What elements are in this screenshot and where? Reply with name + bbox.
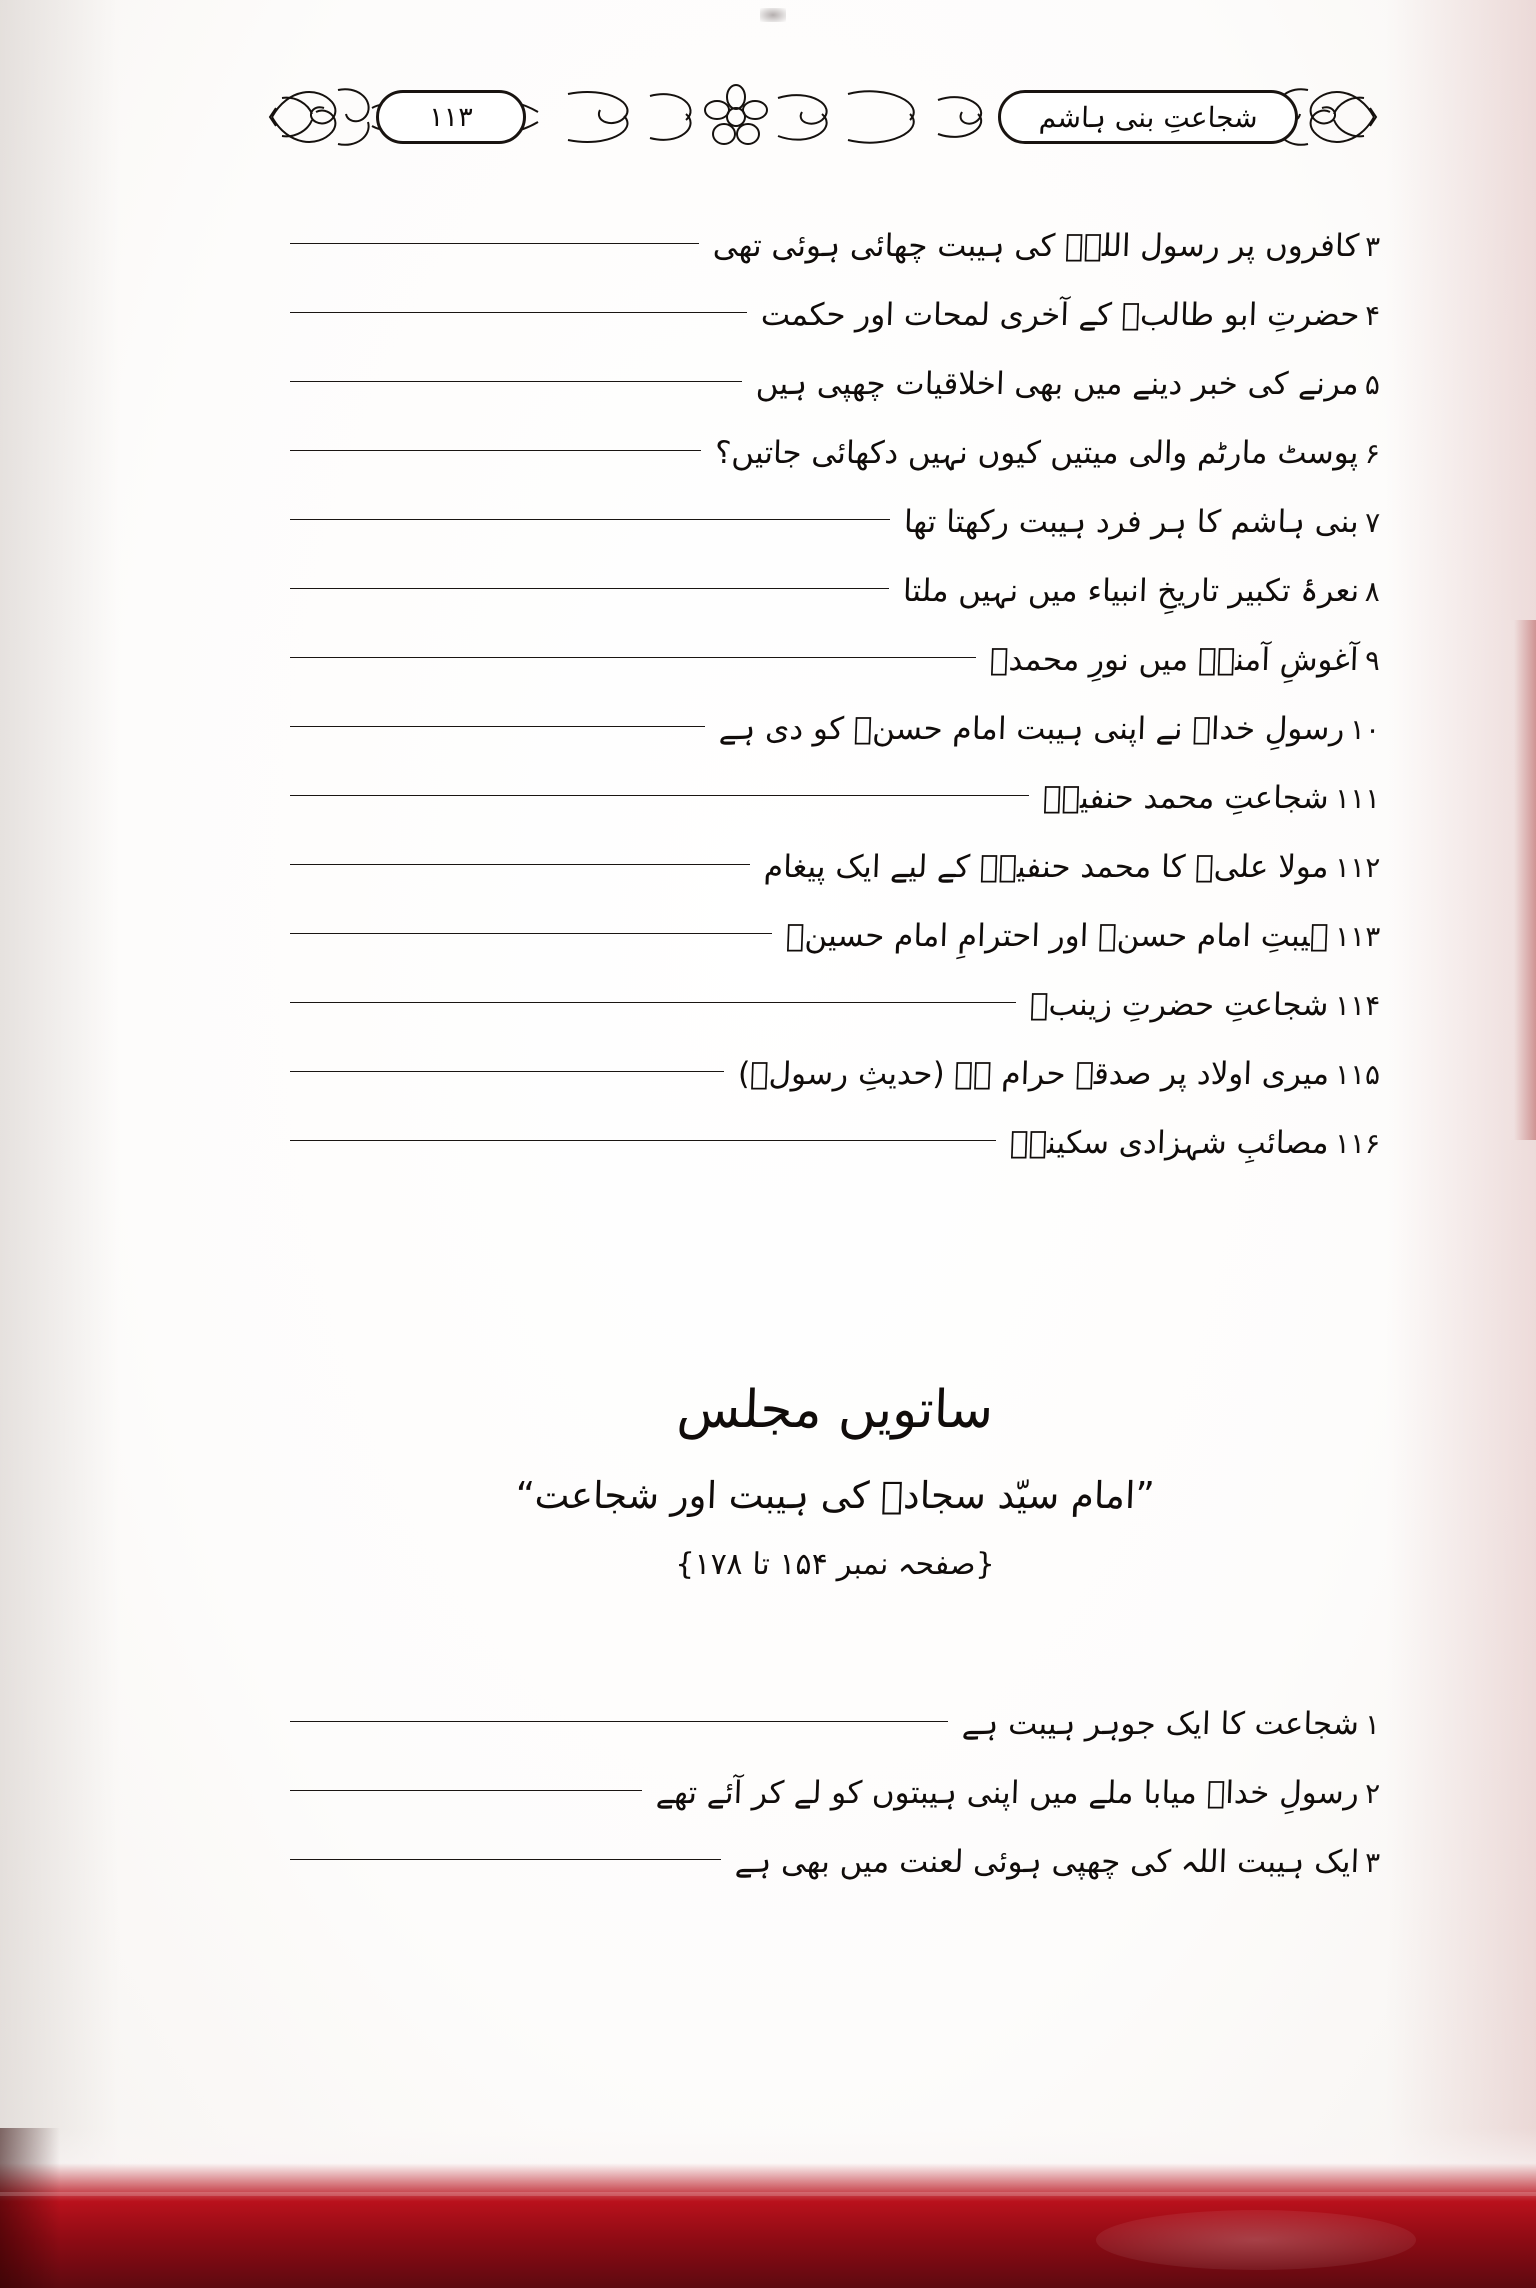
toc-entry-label: بنی ہاشم کا ہر فرد ہیبت رکھتا تھا bbox=[903, 504, 1360, 541]
scan-artifact bbox=[760, 8, 786, 22]
majlis-page-range: {صفحہ نمبر ۱۵۴ تا ۱۷۸} bbox=[674, 1547, 996, 1582]
toc-number: ۶ bbox=[1364, 437, 1381, 470]
toc-number: ۱۱۵ bbox=[1334, 1058, 1381, 1091]
toc-entry-label: مولا علیؑ کا محمد حنفیہؒ کے لیے ایک پیغام bbox=[763, 849, 1330, 886]
toc-number: ۱۱۲ bbox=[1334, 851, 1381, 884]
toc-leader-line bbox=[290, 1790, 642, 1791]
toc-row[interactable] bbox=[290, 1759, 1380, 1828]
toc-leader-line bbox=[290, 381, 742, 382]
toc-entry-label: نعرۂ تکبیر تاریخِ انبیاء میں نہیں ملتا bbox=[902, 573, 1360, 610]
toc-row[interactable] bbox=[290, 1828, 1380, 1897]
toc-entry-label: مرنے کی خبر دینے میں بھی اخلاقیات چھپی ہیں bbox=[755, 366, 1360, 403]
toc-leader-line bbox=[290, 450, 701, 451]
toc-leader-line bbox=[290, 312, 747, 313]
table-of-contents-part-one bbox=[290, 212, 1380, 1178]
toc-entry-label: میری اولاد پر صدقہ حرام ہے (حدیثِ رسولؐ) bbox=[737, 1056, 1330, 1093]
toc-entry-label: شجاعت کا ایک جوہر ہیبت ہے bbox=[961, 1706, 1360, 1743]
toc-row[interactable] bbox=[290, 488, 1380, 557]
toc-row[interactable] bbox=[290, 1040, 1380, 1109]
toc-number: ۵ bbox=[1364, 368, 1381, 401]
toc-row[interactable] bbox=[290, 350, 1380, 419]
toc-entry-label: حضرتِ ابو طالبؑ کے آخری لمحات اور حکمت bbox=[759, 297, 1360, 334]
toc-leader-line bbox=[290, 243, 699, 244]
toc-number: ۱۱۶ bbox=[1334, 1127, 1381, 1160]
toc-number: ۳ bbox=[1364, 1846, 1381, 1879]
toc-leader-line bbox=[290, 864, 750, 865]
page-number-cartouche bbox=[376, 90, 526, 144]
scan-shadow-left bbox=[0, 0, 120, 2288]
toc-leader-line bbox=[290, 588, 889, 589]
toc-row[interactable] bbox=[290, 833, 1380, 902]
toc-entry-label: شجاعتِ محمد حنفیہؒ bbox=[1042, 780, 1330, 817]
toc-entry-label: ایک ہیبت اللہ کی چھپی ہوئی لعنت میں بھی ہے bbox=[734, 1844, 1360, 1881]
book-binding-strip bbox=[0, 2128, 1536, 2288]
toc-leader-line bbox=[290, 933, 772, 934]
toc-number: ۴ bbox=[1364, 299, 1381, 332]
header-title: شجاعتِ بنی ہاشم bbox=[1038, 100, 1258, 134]
toc-number: ۱۱۳ bbox=[1334, 920, 1381, 953]
toc-number: ۸ bbox=[1364, 575, 1381, 608]
toc-leader-line bbox=[290, 726, 705, 727]
toc-entry-label: کافروں پر رسول اللہؐ کی ہیبت چھائی ہوئی تھی bbox=[712, 228, 1360, 265]
toc-entry-label: مصائبِ شہزادی سکینہؑ bbox=[1009, 1125, 1330, 1162]
toc-row[interactable] bbox=[290, 281, 1380, 350]
header-title-cartouche bbox=[998, 90, 1298, 144]
page-fold-shadow bbox=[1514, 620, 1536, 1140]
toc-number: ۲ bbox=[1364, 1777, 1381, 1810]
toc-entry-label: رسولِ خداؐ میابا ملے میں اپنی ہیبتوں کو لے کر آئے تھے bbox=[655, 1775, 1360, 1812]
toc-entry-label: شجاعتِ حضرتِ زینبؑ bbox=[1029, 987, 1330, 1024]
toc-number: ۱ bbox=[1364, 1708, 1381, 1741]
toc-row[interactable] bbox=[290, 212, 1380, 281]
toc-leader-line bbox=[290, 1071, 724, 1072]
toc-number: ۱۱۱ bbox=[1334, 782, 1381, 815]
toc-leader-line bbox=[290, 1721, 948, 1722]
toc-leader-line bbox=[290, 1859, 721, 1860]
toc-row[interactable] bbox=[290, 1690, 1380, 1759]
toc-row[interactable] bbox=[290, 902, 1380, 971]
toc-leader-line bbox=[290, 795, 1029, 796]
toc-number: ۱۱۴ bbox=[1334, 989, 1381, 1022]
toc-entry-label: رسولِ خداؐ نے اپنی ہیبت امام حسنؑ کو دی ہے bbox=[717, 711, 1345, 748]
header-ornament-band bbox=[268, 78, 1378, 156]
toc-row[interactable] bbox=[290, 764, 1380, 833]
toc-entry-label: آغوشِ آمنہؑ میں نورِ محمدؐ bbox=[989, 642, 1360, 679]
toc-leader-line bbox=[290, 657, 976, 658]
toc-leader-line bbox=[290, 519, 890, 520]
page-number: ۱۱۳ bbox=[428, 101, 474, 133]
toc-row[interactable] bbox=[290, 557, 1380, 626]
majlis-subtitle: ”امام سیّد سجادؑ کی ہیبت اور شجاعت“ bbox=[514, 1474, 1156, 1517]
toc-leader-line bbox=[290, 1002, 1016, 1003]
toc-number: ۹ bbox=[1364, 644, 1381, 677]
binding-highlight bbox=[1096, 2210, 1416, 2270]
binding-edge-shadow bbox=[0, 2128, 60, 2288]
toc-row[interactable] bbox=[290, 695, 1380, 764]
section-heading-block bbox=[290, 1380, 1380, 1582]
toc-leader-line bbox=[290, 1140, 996, 1141]
toc-number: ۱۰ bbox=[1349, 713, 1381, 746]
toc-number: ۳ bbox=[1364, 230, 1381, 263]
majlis-title: ساتویں مجلس bbox=[675, 1380, 995, 1440]
toc-number: ۷ bbox=[1364, 506, 1381, 539]
toc-row[interactable] bbox=[290, 1109, 1380, 1178]
scan-shadow-right bbox=[1386, 0, 1536, 2288]
toc-row[interactable] bbox=[290, 971, 1380, 1040]
toc-row[interactable] bbox=[290, 419, 1380, 488]
toc-entry-label: پوسٹ مارٹم والی میتیں کیوں نہیں دکھائی جاتیں؟ bbox=[714, 435, 1360, 472]
toc-entry-label: ہیبتِ امام حسنؑ اور احترامِ امام حسینؑ bbox=[785, 918, 1330, 955]
table-of-contents-part-two bbox=[290, 1690, 1380, 1897]
toc-row[interactable] bbox=[290, 626, 1380, 695]
